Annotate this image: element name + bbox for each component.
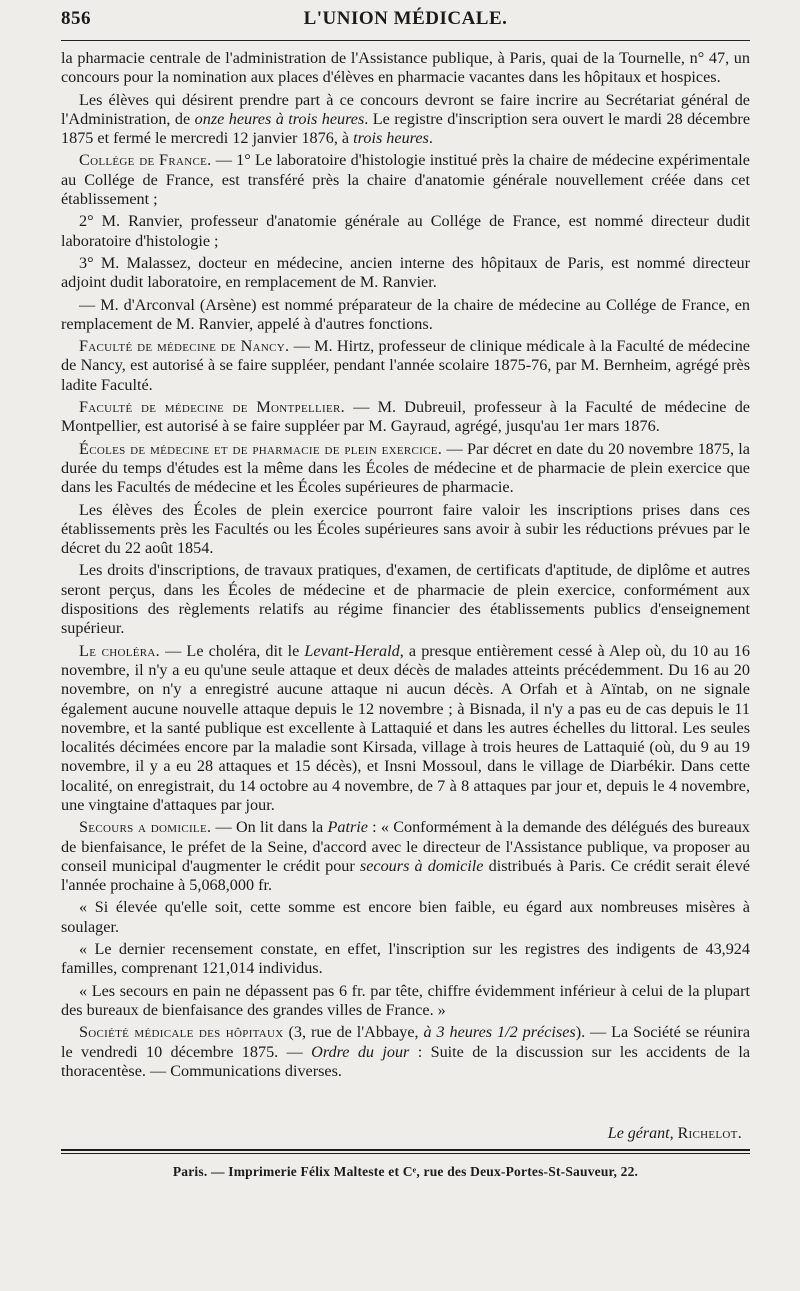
paragraph-p17 [61,1023,750,1081]
text-run: distribués à Paris. Ce crédit serait élevé l'année prochaine à 5,068,000 fr. [61,856,750,895]
paragraph-p11 [61,561,750,638]
text-run: « Si élevée qu'elle soit, cette somme est encore bien faible, eu égard aux nombreuses misères à soulager. [61,898,750,936]
section-heading: Secours a domicile. [79,818,212,837]
page-number: 856 [61,8,91,29]
paragraph-p15 [61,940,750,979]
section-heading: Le choléra. [79,641,161,660]
paragraph-p1 [61,49,750,88]
text-run: « Les secours en pain ne dépassent pas 6 fr. par tête, chiffre évidemment inférieur à celui de la plupart des bureaux de bienfaisance des grandes villes de France. » [61,981,750,1019]
text-run: — 1° Le laboratoire d'histologie institué près la chaire de médecine expérimentale au Collége de France, est transféré près la chaire d'anatomie générale nouvellement créée dans cet établissement ; [61,151,750,209]
text-run: — M. d'Arconval (Arsène) est nommé préparateur de la chaire de médecine au Collége de France, en remplacement de M. Ranvier, appelé à d'autres fonctions. [61,295,750,333]
paragraph-p9 [61,440,750,498]
section-heading: Collége de France. [79,151,212,170]
text-run: la pharmacie centrale de l'administration de l'Assistance publique, à Paris, quai de la Tournelle, n° 47, un concours pour la nomination aux places d'élèves en pharmacie vacantes dans les hôpitaux et hospices. [61,49,750,87]
running-title: L'UNION MÉDICALE. [303,8,508,29]
section-heading: Société médicale des hôpitaux [79,1023,284,1042]
text-run: (3, rue de l'Abbaye, [283,1023,424,1042]
text-run: — M. Dubreuil, professeur à la Faculté de médecine de Montpellier, est autorisé à se faire suppléer par M. Gayraud, agrégé, jusqu'au 1er mars 1876. [61,398,750,436]
paragraph-p5 [61,254,750,293]
italic-text: Ordre du jour [311,1042,410,1061]
paragraph-p10 [61,501,750,559]
paragraph-p2 [61,91,750,149]
signature-name: Richelot. [677,1125,742,1143]
paragraph-p6 [61,296,750,335]
text-run: — Le choléra, dit le [160,641,305,660]
text-run: , a presque entièrement cessé à Alep où, du 10 au 16 novembre, il n'y a eu qu'une seule attaque et deux décès de malades atteints précédemment. Du 16 au 20 novembre, on n'y a enregistré aucune attaque ni aucun décès. A Orfah et à Aïntab, on ne signale également aucune nouvelle attaque depuis le 12 novembre ; à Bisnada, il n'y a pas eu de cas depuis le 11 novembre, et la santé publique est excellente à Lattaquié et dans les autres échelles du littoral. Les seules localités décimées encore par la maladie sont Kirsada, village à trois heures de Lattaquié (où, du 9 au 19 novembre, il y a eu 28 attaques et 15 décès), et Insni Mossoul, dans le village de Diarbékir. Dans cette localité, on enregistrait, du 14 octobre au 4 novembre, de 7 à 8 attaques par jour et, depuis le 4 novembre, une vingtaine d'attaques par jour. [61,641,750,814]
text-run: 2° M. Ranvier, professeur d'anatomie générale au Collége de France, est nommé directeur dudit laboratoire d'histologie ; [61,212,750,250]
footer-rule [61,1149,750,1154]
text-run: . [428,129,433,148]
article-body [61,49,750,1081]
text-run: — On lit dans la [211,818,328,837]
italic-text: secours à domicile [359,856,484,875]
paragraph-p14 [61,898,750,937]
paragraph-p12 [61,642,750,816]
italic-text: Levant-Herald [304,641,400,660]
paragraph-p13 [61,818,750,895]
text-run: . Le registre d'inscription sera ouvert le mardi 28 décembre 1875 et fermé le mercredi 12 janvier 1876, à [61,109,750,148]
signature-label: Le gérant, [607,1125,674,1143]
text-run: Les droits d'inscriptions, de travaux pratiques, d'examen, de certificats d'aptitude, de diplôme et autres seront perçus, dans les Écoles de médecine et de pharmacie de plein exercice, conformément aux dispositions des règlements relatifs au régime financier des établissements publics d'enseignement supérieur. [61,561,750,638]
page-header [61,8,750,34]
text-run: ). — La Société se réunira le vendredi 10 décembre 1875. — [61,1023,751,1061]
section-heading: Écoles de médecine et de pharmacie de plein exercice. [79,439,443,458]
text-run: 3° M. Malassez, docteur en médecine, ancien interne des hôpitaux de Paris, est nommé directeur adjoint dudit laboratoire, en remplacement de M. Ranvier. [61,253,750,292]
paragraph-p8 [61,398,750,437]
paragraph-p7 [61,337,750,395]
text-run: Les élèves des Écoles de plein exercice pourront faire valoir les inscriptions prises dans ces établissements près les Facultés ou les Écoles supérieures sans avoir à subir les réductions prévues par le décret du 22 août 1854. [61,500,750,558]
text-run: « Le dernier recensement constate, en effet, l'inscription sur les registres des indigents de 43,924 familles, comprenant 121,014 individus. [61,940,750,978]
paragraph-p4 [61,212,750,251]
italic-text: trois heures [353,129,429,148]
imprint: Paris. — Imprimerie Félix Malteste et Cᵉ, rue des Deux-Portes-St-Sauveur, 22. [172,1164,639,1180]
header-rule [61,40,750,41]
italic-text: à 3 heures 1/2 précises [423,1023,576,1042]
text-run: Les élèves qui désirent prendre part à ce concours devront se faire incrire au Secrétariat général de l'Administration, de [61,90,750,128]
italic-text: onze heures à trois heures [194,109,365,128]
paragraph-p16 [61,982,750,1021]
text-run: — Par décret en date du 20 novembre 1875, la durée du temps d'études est la même dans les Écoles de médecine et de pharmacie de plein exercice que dans les Facultés de médecine et les Écoles supérieures de pharmacie. [61,439,750,497]
text-run: : « Conformément à la demande des délégués des bureaux de bienfaisance, le préfet de la Seine, d'accord avec le directeur de l'Assistance publique, va proposer au conseil municipal d'augmenter le crédit pour [61,818,750,875]
text-run: : Suite de la discussion sur les accidents de la thoracentèse. — Communications diverses. [61,1042,750,1080]
section-heading: Faculté de médecine de Montpellier. [79,398,345,417]
text-run: — M. Hirtz, professeur de clinique médicale à la Faculté de médecine de Nancy, est autorisé à se faire suppléer, pendant l'année scolaire 1875-76, par M. Bernheim, agrégé près ladite Faculté. [61,337,750,394]
signature [61,1125,742,1143]
paragraph-p3 [61,151,750,209]
section-heading: Faculté de médecine de Nancy. [79,337,290,356]
italic-text: Patrie [327,818,368,837]
